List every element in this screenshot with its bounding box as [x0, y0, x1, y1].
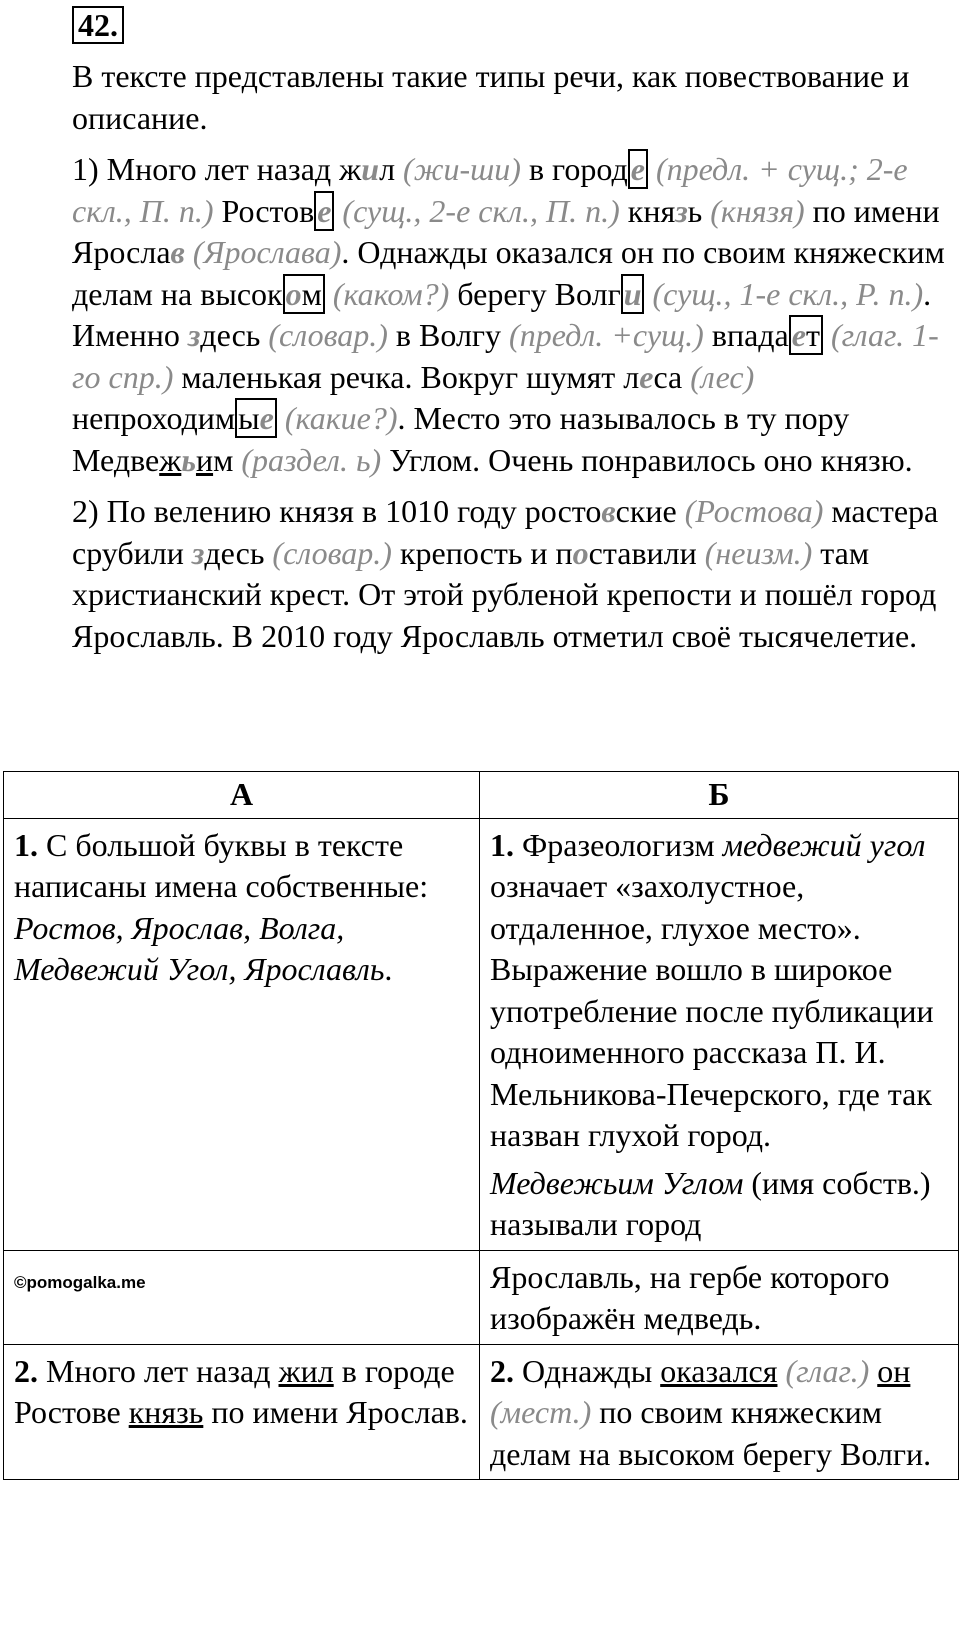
p1-text: ь	[687, 192, 711, 229]
p1-text: город	[544, 151, 628, 187]
p1-hint: (предл. + сущ.; 2-е скл., П. п.)	[72, 151, 908, 229]
p1-hint: (предл. +сущ.)	[509, 317, 704, 353]
p1-hint: (лес)	[690, 358, 755, 395]
cell-text: означает «захолустное, отдаленное, глухое место». Выражение вошло в широкое употребление после публикации одноименного рассказа П. И. Мельникова-Печерского, где так назван глухой город.	[490, 868, 934, 1153]
task-number-digits: 42.	[78, 7, 118, 43]
item-number: 2.	[14, 1352, 38, 1389]
p1-text: 1) Много лет назад ж	[72, 151, 362, 187]
p1-text: л	[379, 151, 404, 187]
cell-italic: Медвежьим Углом	[490, 1164, 744, 1201]
p1-ending-box	[789, 315, 823, 355]
p1-hint: (раздел. ь)	[241, 441, 382, 478]
task-number	[72, 6, 124, 44]
p1-hint: (сущ., 1-е скл., Р. п.)	[644, 275, 924, 312]
p1-orthogram: е	[259, 400, 274, 436]
p1-hint: (князя)	[710, 192, 805, 229]
column-a-header: А	[4, 772, 480, 819]
p1-orthogram: е	[791, 317, 806, 353]
p1-text: ы	[238, 400, 260, 436]
p1-text: Ростов	[213, 192, 315, 229]
p1-text: м	[213, 441, 242, 478]
table-row	[4, 1250, 959, 1344]
p1-orthogram: з	[187, 317, 201, 353]
p2-hint: (Ростова)	[684, 493, 824, 529]
column-b-header: Б	[480, 772, 959, 819]
p1-orthogram: з	[675, 192, 688, 229]
p2-text: ские	[615, 493, 685, 529]
table-row	[4, 818, 959, 1250]
cell-text: по своим княжеским делам на высоком берегу Волги.	[490, 1394, 932, 1472]
p1-orthogram: ь	[181, 441, 196, 478]
p1-ending-box	[235, 398, 277, 438]
p2-text: там христианский крест. От этой рубленой крепости и пошёл город Ярославль. В 2010 году Ярославль отметил своё тысячелетие.	[72, 534, 937, 654]
p2-hint: (неизм.)	[704, 534, 813, 571]
p1-text: по имени Яросла	[72, 192, 940, 270]
p1-orthogram: о	[285, 275, 302, 312]
p2-text: крепость и п	[391, 534, 573, 571]
item-number: 2.	[490, 1352, 514, 1389]
p1-text: берегу Волг	[449, 275, 621, 312]
answer-table	[3, 771, 959, 1480]
p2-text: ставили	[588, 534, 705, 571]
p1-text: . Именно	[72, 275, 932, 353]
cell-b1-continued	[480, 1250, 959, 1344]
cell-text: Много лет назад	[38, 1352, 279, 1389]
p1-text: м	[301, 275, 322, 312]
item-number: 1.	[490, 826, 514, 863]
p2-text: мастера срубили	[72, 493, 939, 571]
p1-hint: (каком?)	[324, 275, 450, 312]
cell-text: .	[384, 951, 393, 987]
p1-text: впада	[703, 317, 789, 353]
p2-orthogram: в	[601, 493, 616, 529]
predicate-underlined: оказался	[660, 1352, 778, 1389]
cell-text: (имя собств.) называли город	[490, 1164, 931, 1242]
paragraph-2	[4, 491, 954, 657]
p1-text: са	[653, 358, 691, 395]
task-number-box	[72, 6, 124, 44]
cell-a1	[4, 818, 480, 1250]
p1-text: Углом. Очень понравилось оно князю.	[381, 441, 913, 478]
p2-text: десь	[204, 534, 273, 571]
p1-text: непроходим	[72, 400, 236, 436]
cell-italic: медвежий угол	[722, 826, 926, 863]
p1-underlined: ж	[159, 441, 182, 478]
p1-orthogram: и	[361, 151, 380, 187]
p1-ending-box: е	[314, 191, 334, 231]
p1-ending-box: и	[621, 274, 645, 314]
cell-watermark	[4, 1250, 480, 1344]
cell-text: Ярославль, на гербе которого изображён медведь.	[490, 1258, 890, 1336]
p1-text: в	[520, 151, 545, 187]
task-text	[4, 56, 954, 657]
table-row	[4, 1344, 959, 1480]
p1-hint: (Ярослава)	[184, 234, 342, 270]
p1-orthogram: е	[639, 358, 654, 395]
cell-hint: (глаг.)	[777, 1352, 870, 1389]
p1-text: т	[805, 317, 820, 353]
cell-b1	[480, 818, 959, 1250]
p1-hint: (какие?)	[276, 400, 398, 436]
p1-ending-box	[283, 274, 325, 314]
p2-orthogram: о	[572, 534, 589, 571]
p1-hint: (сущ., 2-е скл., П. п.)	[334, 192, 620, 229]
cell-text: С большой буквы в тексте написаны имена собственные:	[14, 826, 429, 904]
subject-underlined: он	[877, 1352, 911, 1389]
p1-text: десь	[200, 317, 269, 353]
p1-text: . Однажды оказался он по своим княжеским делам на высок	[72, 234, 945, 312]
p1-text: в Волгу	[387, 317, 510, 353]
p2-text: 2) По велению князя в 1010 году росто	[72, 493, 602, 529]
p2-hint: (словар.)	[272, 534, 392, 571]
p1-text: . Место это называлось в ту пору Медве	[72, 400, 850, 478]
p1-text: кня	[619, 192, 676, 229]
p1-hint: (словар.)	[268, 317, 388, 353]
table-header-row	[4, 772, 959, 819]
intro-paragraph: В тексте представлены такие типы речи, как повествование и описание.	[72, 58, 910, 136]
subject-underlined: князь	[128, 1394, 204, 1430]
cell-b1-second-paragraph	[490, 1163, 948, 1246]
cell-text: Однажды	[514, 1352, 661, 1389]
p1-hint: (глаг. 1-го спр.)	[72, 317, 939, 395]
p2-orthogram: з	[191, 534, 205, 571]
cell-text: по имени Ярослав.	[203, 1394, 468, 1430]
p1-underlined: и	[195, 441, 214, 478]
cell-a2	[4, 1344, 480, 1480]
cell-italic: Ростов, Ярослав, Волга, Медвежий Угол, Ярославль	[14, 909, 385, 987]
cell-text: Фразеологизм	[514, 826, 723, 863]
paragraph-1	[4, 149, 954, 481]
p1-orthogram: в	[170, 234, 185, 270]
cell-text: в городе Ростове	[14, 1352, 455, 1430]
predicate-underlined: жил	[278, 1352, 334, 1389]
cell-hint: (мест.)	[490, 1394, 592, 1430]
item-number: 1.	[14, 826, 38, 863]
p1-hint: (жи-ши)	[403, 151, 521, 187]
cell-b2	[480, 1344, 959, 1480]
watermark: ©pomogalka.me	[14, 1272, 146, 1292]
p1-ending-box: е	[628, 149, 648, 189]
p1-text: маленькая речка. Вокруг шумят л	[173, 358, 640, 395]
